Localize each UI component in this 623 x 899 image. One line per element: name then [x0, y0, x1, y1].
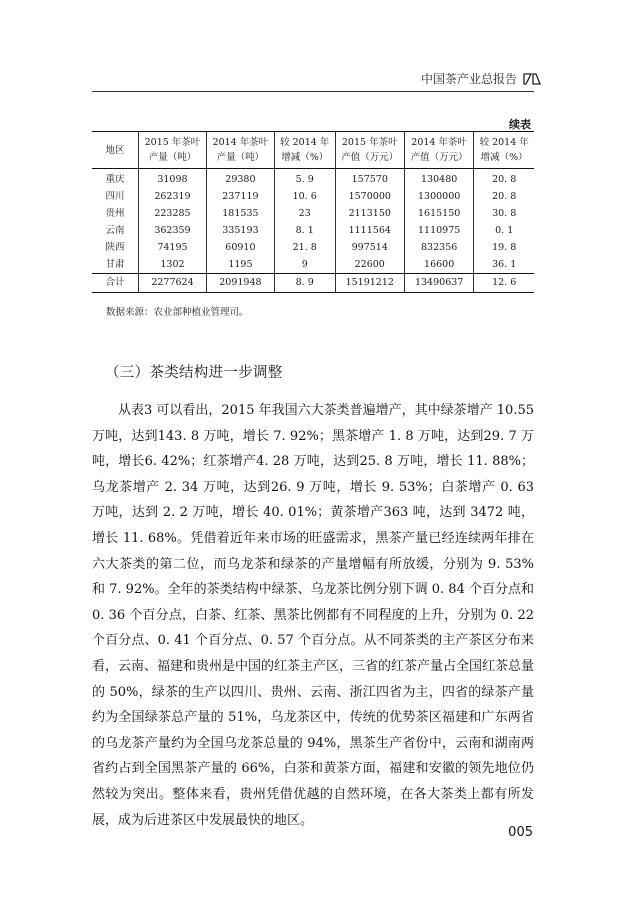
- table-cell: 29380: [206, 169, 274, 189]
- table-cell: 5. 9: [274, 169, 335, 189]
- header-cell-value-2015: 2015 年茶叶 产值（万元）: [335, 132, 404, 169]
- header-cell-output-change: 较 2014 年 增减（%）: [274, 132, 335, 169]
- region-cell: 甘肃: [105, 259, 125, 270]
- table-row: [92, 169, 534, 189]
- table-cell: 223285: [139, 205, 207, 222]
- table-cell: 22600: [335, 256, 404, 274]
- table-cell: 1615150: [404, 205, 473, 222]
- table-cell: 13490637: [404, 274, 473, 293]
- table-total-row: [92, 274, 534, 293]
- section-heading: （三）茶类结构进一步调整: [105, 365, 283, 381]
- table-cell: 1195: [206, 256, 274, 274]
- running-header: [421, 70, 541, 87]
- table-cell: 237119: [206, 188, 274, 205]
- table-header-row: [92, 132, 534, 169]
- table-cell: 335193: [206, 222, 274, 239]
- table-row: [92, 188, 534, 205]
- table-cell: 362359: [139, 222, 207, 239]
- table-cell: 157570: [335, 169, 404, 189]
- table-row: [92, 239, 534, 256]
- region-cell: 贵州: [105, 208, 125, 219]
- table-cell: 1110975: [404, 222, 473, 239]
- table-cell: 9: [274, 256, 335, 274]
- table-cell: 19. 8: [474, 239, 534, 256]
- table-cell: 30. 8: [474, 205, 534, 222]
- book-logo-icon: [523, 72, 541, 86]
- header-rule: [92, 91, 534, 92]
- total-label-cell: 合计: [92, 274, 139, 293]
- table-cell: 1302: [139, 256, 207, 274]
- header-cell-output-2015: 2015 年茶叶 产量（吨）: [139, 132, 207, 169]
- header-cell-region: 地区: [92, 132, 139, 169]
- table-cell: 262319: [139, 188, 207, 205]
- tea-production-table: [92, 131, 534, 293]
- table-cell: 832356: [404, 239, 473, 256]
- table-cell: 0. 1: [474, 222, 534, 239]
- table-row: [92, 205, 534, 222]
- page-number: 005: [508, 825, 533, 840]
- header-cell-value-2014: 2014 年茶叶 产值（万元）: [404, 132, 473, 169]
- table-cell: 1111564: [335, 222, 404, 239]
- table-cell: 1570000: [335, 188, 404, 205]
- table-cell: 20. 8: [474, 188, 534, 205]
- table-cell: 8. 1: [274, 222, 335, 239]
- table-cell: 10. 6: [274, 188, 335, 205]
- table-cell: 20. 8: [474, 169, 534, 189]
- table-cell: 2113150: [335, 205, 404, 222]
- table-row: [92, 222, 534, 239]
- table-cell: 997514: [335, 239, 404, 256]
- table-cell: 23: [274, 205, 335, 222]
- table-cell: 2091948: [206, 274, 274, 293]
- table-cell: 60910: [206, 239, 274, 256]
- table-cell: 1300000: [404, 188, 473, 205]
- header-title: 中国茶产业总报告: [420, 72, 517, 86]
- region-cell: 重庆: [105, 174, 125, 185]
- header-cell-output-2014: 2014 年茶叶 产量（吨）: [206, 132, 274, 169]
- region-cell: 陕西: [105, 242, 125, 253]
- table-cell: 21. 8: [274, 239, 335, 256]
- table-row: [92, 256, 534, 274]
- table-cell: 130480: [404, 169, 473, 189]
- region-cell: 四川: [105, 191, 125, 202]
- table-cell: 74195: [139, 239, 207, 256]
- table-cell: 36. 1: [474, 256, 534, 274]
- table-cell: 31098: [139, 169, 207, 189]
- table-cell: 2277624: [139, 274, 207, 293]
- table-caption: 续表: [509, 118, 531, 131]
- header-cell-value-change: 较 2014 年 增减（%）: [474, 132, 534, 169]
- region-cell: 云南: [105, 225, 125, 236]
- table-cell: 16600: [404, 256, 473, 274]
- table-source-note: 数据来源：农业部种植业管理司。: [106, 307, 249, 318]
- table-cell: 8. 9: [274, 274, 335, 293]
- table-cell: 15191212: [335, 274, 404, 293]
- table-cell: 12. 6: [474, 274, 534, 293]
- table-cell: 181535: [206, 205, 274, 222]
- body-paragraph: 从表3 可以看出，2015 年我国六大茶类普遍增产，其中绿茶增产 10.55 万吨，达到143. 8 万吨，增长 7. 92%；黑茶增产 1. 8 万吨，达到29. 7 万吨，增长6. 42%；红茶增产4. 28 万吨，达到25. 8 万吨，增长 11. 88%；乌龙茶增产 2. 34 万吨，达到26. 9 万吨，增长 9. 53%；白茶增产 0. 63 万吨，达到 2. 2 万吨，增长 40. 01%；黄茶增产363 吨，达到 3472 吨，增长 11. 68%。凭借着近年来市场的旺盛需求，黑茶产量已经连续两年排在六大茶类的第二位，而乌龙茶和绿茶的产量增幅有所放缓，分别为 9. 53% 和 7. 92%。全年的茶类结构中绿茶、乌龙茶比例分别下调 0. 84 个百分点和 0. 36 个百分点，白茶、红茶、黑茶比例都有不同程度的上升，分别为 0. 22 个百分点、0. 41 个百分点、0. 57 个百分点。从不同茶类的主产茶区分布来看，云南、福建和贵州是中国的红茶主产区，三省的红茶产量占全国红茶总量的 50%，绿茶的生产以四川、贵州、云南、浙江四省为主，四省的绿茶产量约为全国绿茶总产量的 51%，乌龙茶区中，传统的优势茶区福建和广东两省的乌龙茶产量约为全国乌龙茶总量的 94%，黑茶生产省份中，云南和湖南两省约占到全国黑茶产量的 66%，白茶和黄茶方面，福建和安徽的领先地位仍然较为突出。整体来看，贵州凭借优越的自然环境，在各大茶类上都有所发展，成为后进茶区中发展最快的地区。: [92, 403, 535, 828]
